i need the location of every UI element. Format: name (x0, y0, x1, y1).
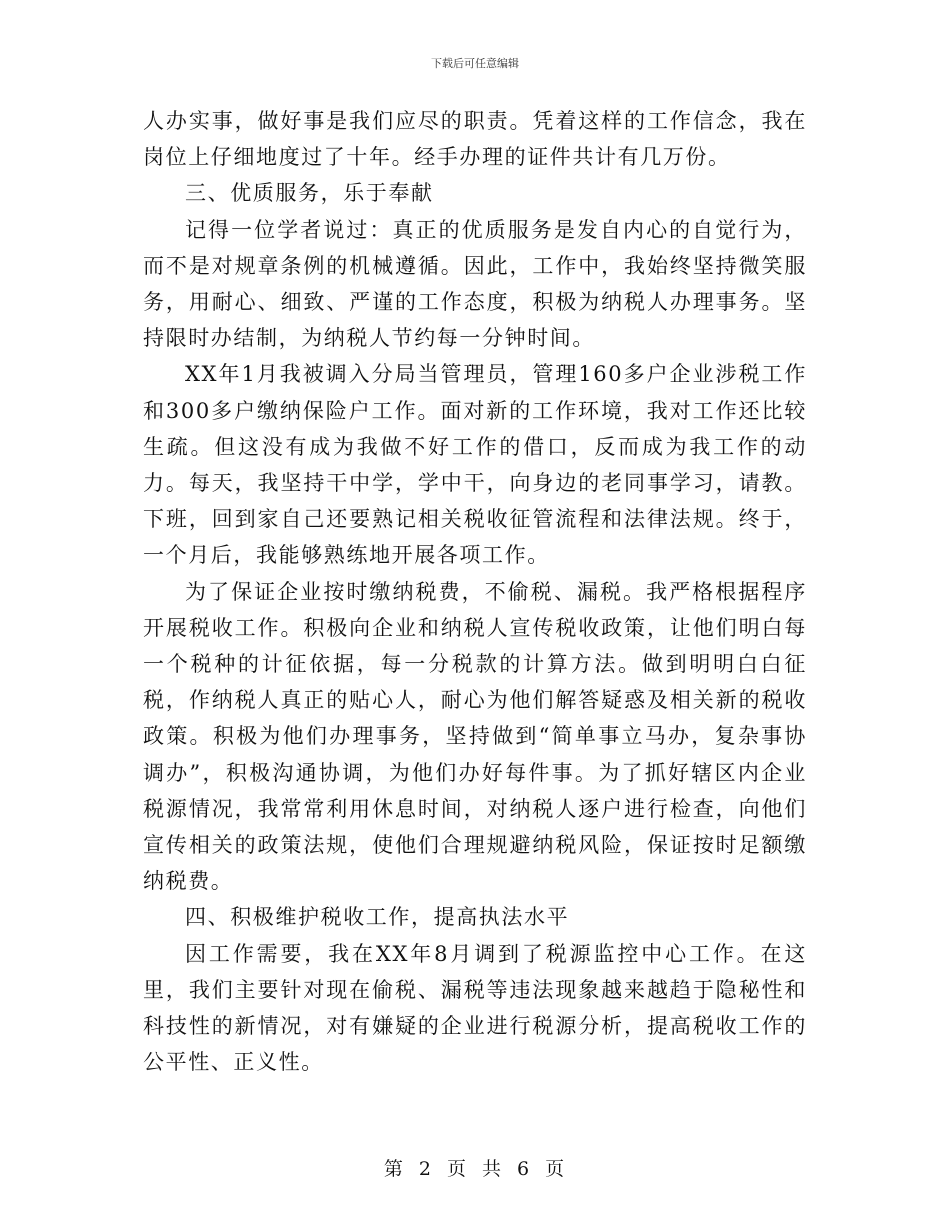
paragraph: 为了保证企业按时缴纳税费，不偷税、漏税。我严格根据程序开展税收工作。积极向企业和纳税人宣传税收政策，让他们明白每一个税种的计征依据，每一分税款的计算方法。做到明明白白征税，作纳税人真正的贴心人，耐心为他们解答疑惑及相关新的税收政策。积极为他们办理事务，坚持做到“简单事立马办，复杂事协调办”，积极沟通协调，为他们办好每件事。为了抓好辖区内企业税源情况，我常常利用休息时间，对纳税人逐户进行检查，向他们宣传相关的政策法规，使他们合理规避纳税风险，保证按时足额缴纳税费。 (143, 579, 807, 894)
section-heading-3: 三、优质服务，乐于奉献 (185, 181, 434, 206)
paragraph-continuation: 人办实事，做好事是我们应尽的职责。凭着这样的工作信念，我在岗位上仔细地度过了十年。经手办理的证件共计有几万份。 (143, 109, 807, 170)
page-header-note: 下载后可任意编辑 (431, 57, 519, 70)
page-number: 第 2 页 共 6 页 (383, 1158, 567, 1180)
document-body (143, 103, 807, 1080)
paragraph: 因工作需要，我在XX年8月调到了税源监控中心工作。在这里，我们主要针对现在偷税、漏税等违法现象越来越趋于隐秘性和科技性的新情况，对有嫌疑的企业进行税源分析，提高税收工作的公平性、正义性。 (143, 941, 807, 1075)
paragraph: 记得一位学者说过：真正的优质服务是发自内心的自觉行为，而不是对规章条例的机械遵循。因此，工作中，我始终坚持微笑服务，用耐心、细致、严谨的工作态度，积极为纳税人办理事务。坚持限时办结制，为纳税人节约每一分钟时间。 (143, 217, 807, 351)
paragraph: XX年1月我被调入分局当管理员，管理160多户企业涉税工作和300多户缴纳保险户工作。面对新的工作环境，我对工作还比较生疏。但这没有成为我做不好工作的借口，反而成为我工作的动力。每天，我坚持干中学，学中干，向身边的老同事学习，请教。下班，回到家自己还要熟记相关税收征管流程和法律法规。终于，一个月后，我能够熟练地开展各项工作。 (143, 362, 807, 568)
section-heading-4: 四、积极维护税收工作，提高执法水平 (185, 905, 570, 930)
